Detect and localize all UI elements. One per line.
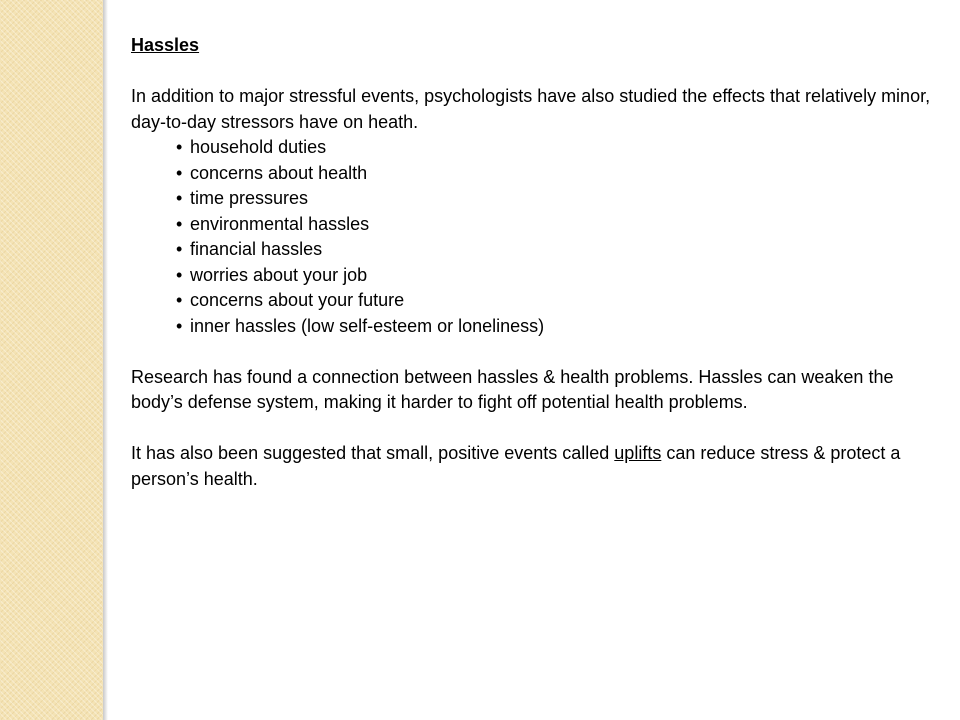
- list-item: • household duties: [176, 135, 941, 161]
- research-paragraph: Research has found a connection between hassles & health problems. Hassles can weaken the body’s defense system, making it harder to fight off potential health problems.: [131, 366, 894, 412]
- list-item: • concerns about your future: [176, 288, 941, 314]
- spacer: [131, 416, 941, 442]
- slide-content: [131, 33, 941, 492]
- hassles-list: [131, 135, 941, 339]
- uplifts-paragraph: [131, 441, 941, 492]
- uplifts-text-after: can reduce stress & protect a person’s health.: [131, 443, 901, 489]
- list-item: • financial hassles: [176, 237, 941, 263]
- slide-title: Hassles: [131, 35, 200, 55]
- list-item: • inner hassles (low self-esteem or loneliness): [176, 314, 941, 340]
- decorative-side-band: [0, 0, 103, 720]
- spacer: [131, 339, 941, 365]
- side-band-shadow: [103, 0, 108, 720]
- list-item: • concerns about health: [176, 161, 941, 187]
- spacer: [131, 59, 941, 85]
- list-item: • environmental hassles: [176, 212, 941, 238]
- list-item: • worries about your job: [176, 263, 941, 289]
- list-item: • time pressures: [176, 186, 941, 212]
- intro-paragraph: In addition to major stressful events, psychologists have also studied the effects that relatively minor, day-to-day stressors have on heath.: [131, 86, 931, 132]
- uplifts-text-before: It has also been suggested that small, positive events called: [131, 443, 615, 463]
- uplifts-term: uplifts: [614, 443, 662, 463]
